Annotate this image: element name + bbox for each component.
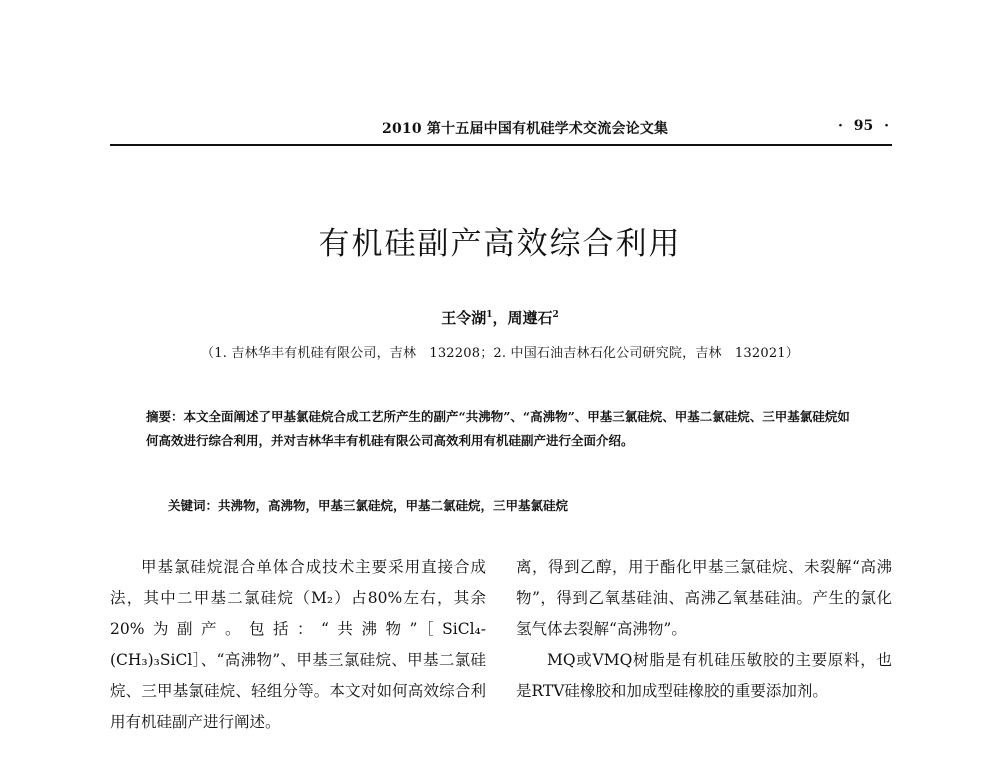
body-column-right xyxy=(516,552,892,707)
keywords-text: 共沸物，高沸物，甲基三氯硅烷，甲基二氯硅烷，三甲基氯硅烷 xyxy=(218,498,569,513)
header-rule xyxy=(110,144,892,146)
running-header: 2010 第十五届中国有机硅学术交流会论文集 xyxy=(382,121,669,137)
author-separator: ， xyxy=(492,309,508,327)
body-column-left xyxy=(110,552,486,738)
keywords xyxy=(168,496,568,514)
author-name: 周遵石 xyxy=(507,309,553,327)
page-number: · 95 · xyxy=(838,118,889,134)
abstract xyxy=(146,405,856,453)
affiliations: （1. 吉林华丰有机硅有限公司，吉林 132208；2. 中国石油吉林石化公司研究院，吉林 132021） xyxy=(201,346,799,361)
paper-title: 有机硅副产高效综合利用 xyxy=(318,226,682,262)
body-paragraph: 甲基氯硅烷混合单体合成技术主要采用直接合成法，其中二甲基二氯硅烷（M₂）占80%左右，其余20%为副产。包括：“共沸物”［SiCl₄-(CH₃)₃SiCl］、“高沸物”、甲基三氯硅烷、甲基二氯硅烷、三甲基氯硅烷、轻组分等。本文对如何高效综合利用有机硅副产进行阐述。 xyxy=(110,558,486,731)
body-paragraph: 离，得到乙醇，用于酯化甲基三氯硅烷、未裂解“高沸物”，得到乙氧基硅油、高沸乙氧基硅油。产生的氯化氢气体去裂解“高沸物”。 xyxy=(516,558,892,638)
body-paragraph: MQ或VMQ树脂是有机硅压敏胶的主要原料，也是RTV硅橡胶和加成型硅橡胶的重要添加剂。 xyxy=(516,651,892,700)
author-affiliation-mark: 1 xyxy=(486,310,493,320)
abstract-text: 本文全面阐述了甲基氯硅烷合成工艺所产生的副产“共沸物”、“高沸物”、甲基三氯硅烷、甲基二氯硅烷、三甲基氯硅烷如何高效进行综合利用，并对吉林华丰有机硅有限公司高效利用有机硅副产进行全面介绍。 xyxy=(146,409,850,448)
author-name: 王令湖 xyxy=(441,309,487,327)
author-line xyxy=(0,307,1000,328)
abstract-label: 摘要： xyxy=(146,409,184,424)
keywords-label: 关键词： xyxy=(168,498,219,513)
author-affiliation-mark: 2 xyxy=(552,310,559,320)
